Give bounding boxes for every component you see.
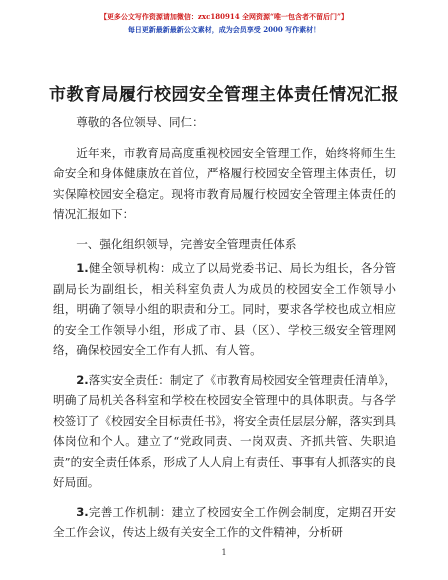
banner-line-1: 【更多公文写作资源请加微信：zxc180914 全网资源“唯一包含者不留后门”】	[99, 12, 349, 21]
watermark-banner	[0, 12, 448, 35]
document-body	[53, 112, 396, 543]
item-1-paragraph	[53, 258, 396, 361]
document-title: 市教育局履行校园安全管理主体责任情况汇报	[49, 85, 399, 105]
salutation: 尊敬的各位领导、同仁：	[76, 115, 204, 129]
section-heading-1: 一、强化组织领导，完善安全管理责任体系	[76, 236, 297, 251]
item-1-text: 健全领导机构：成立了以局党委书记、局长为组长，各分管副局长为副组长，相关科室负责人为成员的校园安全工作领导小组，明确了领导小组的职责和分工。同时，要求各学校也成立相应的安全工作领导小组，形成了市、县（区）、学校三级安全管理网络，确保校园安全工作有人抓、有人管。	[53, 261, 396, 357]
item-2-number: 2.	[76, 372, 89, 387]
item-1-number: 1.	[76, 261, 89, 275]
item-3-number: 3.	[76, 504, 89, 519]
banner-line-2: 每日更新最新最新公文素材，成为会员享受 2000 写作素材！	[127, 25, 321, 34]
item-2-paragraph	[53, 370, 396, 493]
item-3-text: 完善工作机制：建立了校园安全工作例会制度，定期召开安全工作会议，传达上级有关安全工作的文件精神，分析研	[53, 504, 396, 539]
page-number: 1	[221, 548, 227, 557]
intro-paragraph: 近年来，市教育局高度重视校园安全管理工作，始终将师生生命安全和身体健康放在首位，严格履行校园安全管理主体责任，切实保障校园安全稳定。现将市教育局履行校园安全管理主体责任的情况汇报如下：	[53, 145, 396, 221]
item-3-paragraph	[53, 502, 396, 543]
item-2-text: 落实安全责任：制定了《市教育局校园安全管理责任清单》，明确了局机关各科室和学校在校园安全管理中的具体职责。与各学校签订了《校园安全目标责任书》，将安全责任层层分解，落实到具体岗位和个人。建立了“党政同责、一岗双责、齐抓共管、失职追责”的安全责任体系，形成了人人肩上有责任、事事有人抓落实的良好局面。	[53, 372, 396, 489]
